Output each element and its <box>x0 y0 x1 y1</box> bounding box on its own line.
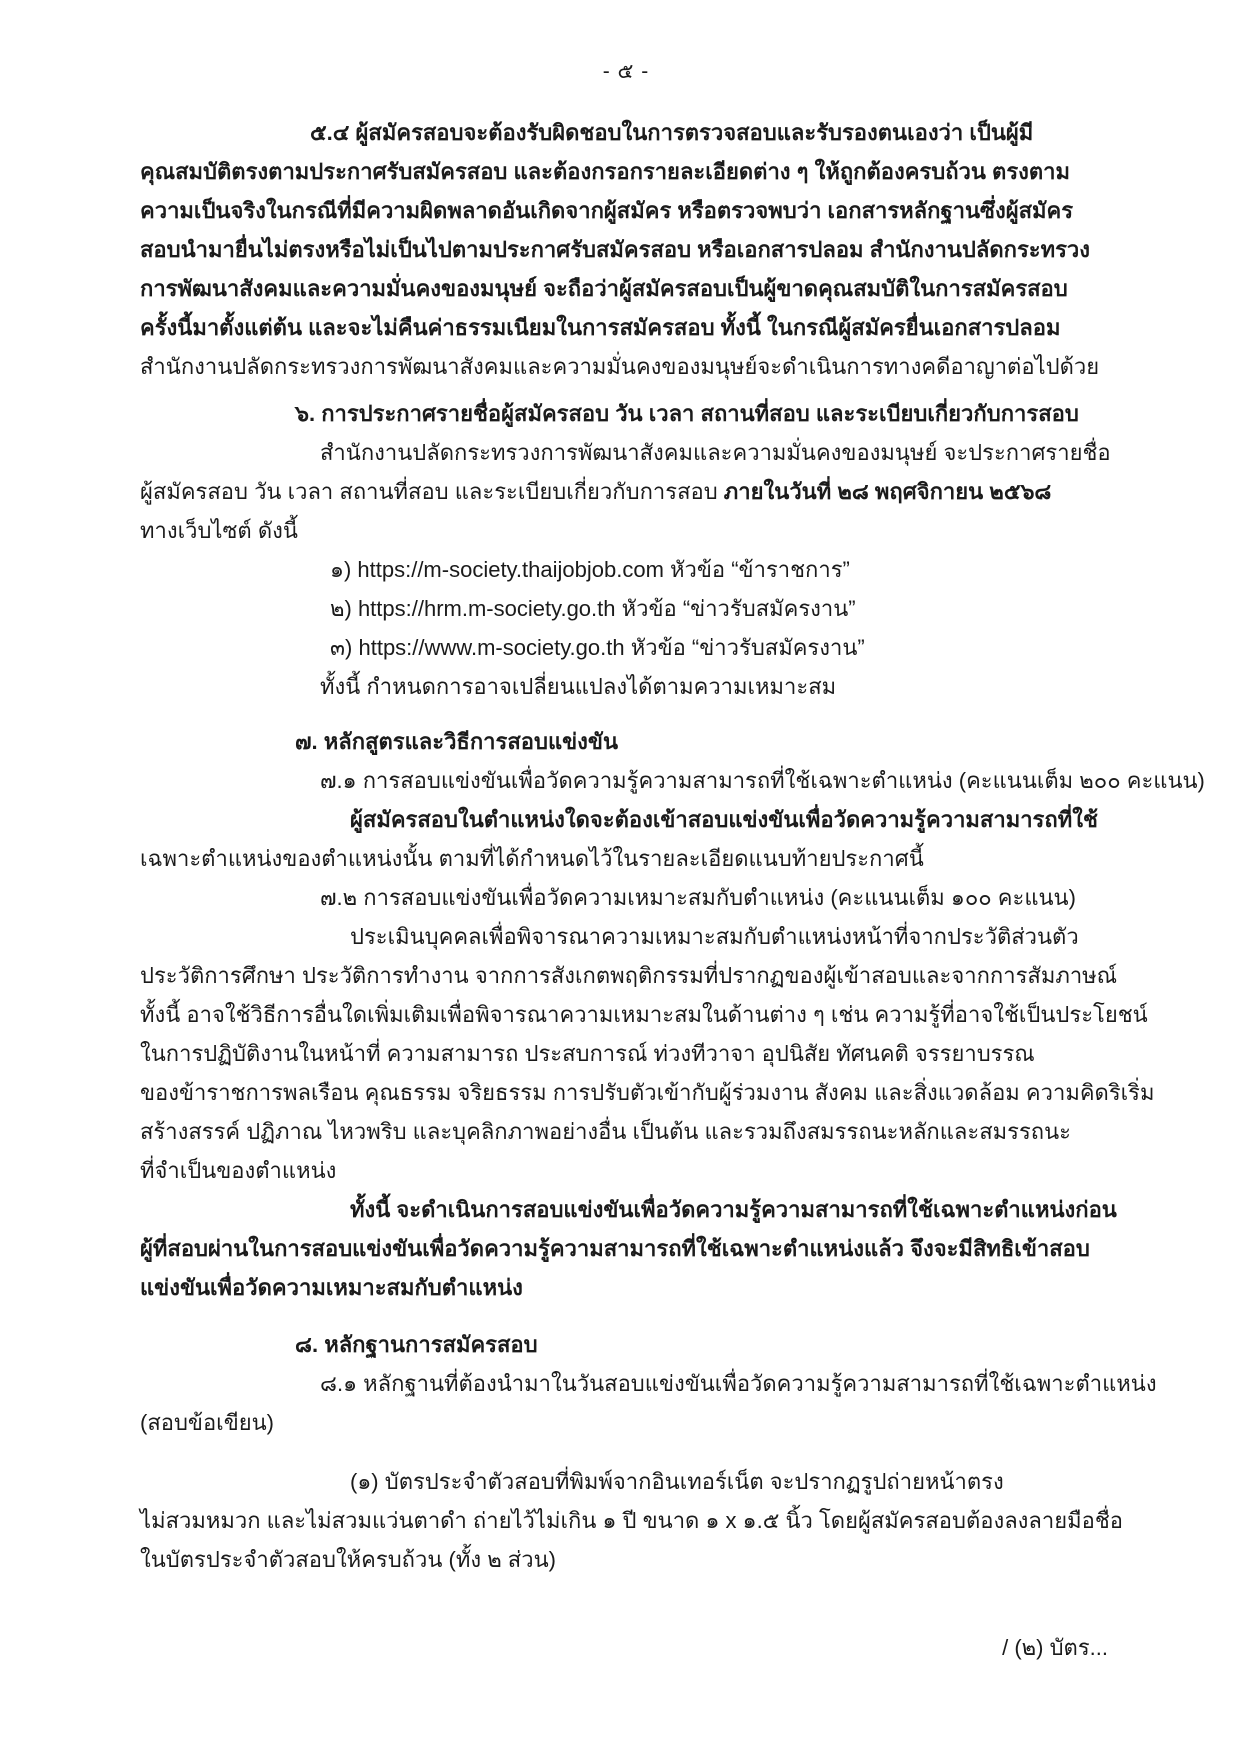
evidence-item-1-line-3: ในบัตรประจำตัวสอบให้ครบถ้วน (ทั้ง ๒ ส่วน) <box>140 1547 556 1572</box>
section-6-intro-line-1: สำนักงานปลัดกระทรวงการพัฒนาสังคมและความมั่นคงของมนุษย์ จะประกาศรายชื่อ <box>320 440 1111 465</box>
section-6-intro-line-2 <box>140 472 1112 511</box>
section-8 <box>140 1325 1157 1579</box>
clause-8-1-line-1: ๘.๑ หลักฐานที่ต้องนำมาในวันสอบแข่งขันเพื่อวัดความรู้ความสามารถที่ใช้เฉพาะตำแหน่ง <box>320 1371 1157 1396</box>
clause-7-2-line-6: สร้างสรรค์ ปฏิภาณ ไหวพริบ และบุคลิกภาพอย่างอื่น เป็นต้น และรวมถึงสมรรถนะหลักและสมรรถนะ <box>140 1119 1071 1144</box>
section-6-intro-line-2-text: ผู้สมัครสอบ วัน เวลา สถานที่สอบ และระเบียบเกี่ยวกับการสอบ <box>140 479 724 504</box>
clause-7-1-line-2: เฉพาะตำแหน่งของตำแหน่งนั้น ตามที่ได้กำหนดไว้ในรายละเอียดแนบท้ายประกาศนี้ <box>140 846 924 871</box>
exam-order-note-line-1: ทั้งนี้ จะดำเนินการสอบแข่งขันเพื่อวัดความรู้ความสามารถที่ใช้เฉพาะตำแหน่งก่อน <box>350 1197 1117 1222</box>
section-8-heading: ๘. หลักฐานการสมัครสอบ <box>295 1332 538 1357</box>
clause-5-4-line-6: ครั้งนี้มาตั้งแต่ต้น และจะไม่คืนค่าธรรมเนียมในการสมัครสอบ ทั้งนี้ ในกรณีผู้สมัครยื่นเอกสารปลอม <box>140 315 1061 340</box>
website-item-3: ๓) https://www.m-society.go.th หัวข้อ “ข่าวรับสมัครงาน” <box>330 635 865 660</box>
clause-8-1-line-2: (สอบข้อเขียน) <box>140 1410 274 1435</box>
clause-5-4-line-3: ความเป็นจริงในกรณีที่มีความผิดพลาดอันเกิดจากผู้สมัคร หรือตรวจพบว่า เอกสารหลักฐานซึ่งผู้สมัคร <box>140 198 1074 223</box>
section-6 <box>140 394 1112 706</box>
section-7 <box>140 722 1205 1307</box>
clause-7-2-line-4: ในการปฏิบัติงานในหน้าที่ ความสามารถ ประสบการณ์ ท่วงทีวาจา อุปนิสัย ทัศนคติ จรรยาบรรณ <box>140 1041 1035 1066</box>
clause-7-2-line-5: ของข้าราชการพลเรือน คุณธรรม จริยธรรม การปรับตัวเข้ากับผู้ร่วมงาน สังคม และสิ่งแวดล้อม ความคิดริเริ่ม <box>140 1080 1155 1105</box>
announcement-date: ภายในวันที่ ๒๘ พฤศจิกายน ๒๕๖๘ <box>723 479 1052 504</box>
page-number: - ๕ - <box>602 60 650 83</box>
website-item-1: ๑) https://m-society.thaijobjob.com หัวข้อ “ข้าราชการ” <box>330 557 850 582</box>
clause-5-4-line-5: การพัฒนาสังคมและความมั่นคงของมนุษย์ จะถือว่าผู้สมัครสอบเป็นผู้ขาดคุณสมบัติในการสมัครสอบ <box>140 276 1068 301</box>
section-6-intro-line-3: ทางเว็บไซต์ ดังนี้ <box>140 518 298 543</box>
clause-5-4-line-7: สำนักงานปลัดกระทรวงการพัฒนาสังคมและความมั่นคงของมนุษย์จะดำเนินการทางคดีอาญาต่อไปด้วย <box>140 354 1100 379</box>
section-7-heading: ๗. หลักสูตรและวิธีการสอบแข่งขัน <box>295 729 618 754</box>
section-6-heading: ๖. การประกาศรายชื่อผู้สมัครสอบ วัน เวลา สถานที่สอบ และระเบียบเกี่ยวกับการสอบ <box>295 401 1079 426</box>
clause-5-4-line-1: ๕.๔ ผู้สมัครสอบจะต้องรับผิดชอบในการตรวจสอบและรับรองตนเองว่า เป็นผู้มี <box>310 120 1034 145</box>
document-body <box>140 52 1205 1579</box>
clause-5-4-line-4: สอบนำมายื่นไม่ตรงหรือไม่เป็นไปตามประกาศรับสมัครสอบ หรือเอกสารปลอม สำนักงานปลัดกระทรวง <box>140 237 1091 262</box>
evidence-item-1-line-2: ไม่สวมหมวก และไม่สวมแว่นตาดำ ถ่ายไว้ไม่เกิน ๑ ปี ขนาด ๑ x ๑.๕ นิ้ว โดยผู้สมัครสอบต้องลงลายมือชื่อ <box>140 1508 1123 1533</box>
clause-7-2-line-2: ประวัติการศึกษา ประวัติการทำงาน จากการสังเกตพฤติกรรมที่ปรากฏของผู้เข้าสอบและจากการสัมภาษณ์ <box>140 963 1118 988</box>
exam-order-note-line-3: แข่งขันเพื่อวัดความเหมาะสมกับตำแหน่ง <box>140 1275 523 1300</box>
website-item-2: ๒) https://hrm.m-society.go.th หัวข้อ “ข่าวรับสมัครงาน” <box>330 596 856 621</box>
exam-order-note-line-2: ผู้ที่สอบผ่านในการสอบแข่งขันเพื่อวัดความรู้ความสามารถที่ใช้เฉพาะตำแหน่งแล้ว จึงจะมีสิทธิเข้าสอบ <box>140 1236 1090 1261</box>
clause-7-1-heading: ๗.๑ การสอบแข่งขันเพื่อวัดความรู้ความสามารถที่ใช้เฉพาะตำแหน่ง (คะแนนเต็ม ๒๐๐ คะแนน) <box>320 768 1205 793</box>
clause-7-2-line-7: ที่จำเป็นของตำแหน่ง <box>140 1158 337 1183</box>
clause-7-1-line-1: ผู้สมัครสอบในตำแหน่งใดจะต้องเข้าสอบแข่งขันเพื่อวัดความรู้ความสามารถที่ใช้ <box>350 807 1098 832</box>
clause-5-4-line-2: คุณสมบัติตรงตามประกาศรับสมัครสอบ และต้องกรอกรายละเอียดต่าง ๆ ให้ถูกต้องครบถ้วน ตรงตาม <box>140 159 1071 184</box>
section-6-note: ทั้งนี้ กำหนดการอาจเปลี่ยนแปลงได้ตามความเหมาะสม <box>320 674 837 699</box>
clause-5-4-paragraph <box>140 113 1112 386</box>
clause-7-2-line-3: ทั้งนี้ อาจใช้วิธีการอื่นใดเพิ่มเติมเพื่อพิจารณาความเหมาะสมในด้านต่าง ๆ เช่น ความรู้ที่อาจใช้เป็นประโยชน์ <box>140 1002 1148 1027</box>
evidence-item-1-line-1: (๑) บัตรประจำตัวสอบที่พิมพ์จากอินเทอร์เน็ต จะปรากฏรูปถ่ายหน้าตรง <box>350 1469 1004 1494</box>
clause-7-2-heading: ๗.๒ การสอบแข่งขันเพื่อวัดความเหมาะสมกับตำแหน่ง (คะแนนเต็ม ๑๐๐ คะแนน) <box>320 885 1076 910</box>
clause-7-2-line-1: ประเมินบุคคลเพื่อพิจารณาความเหมาะสมกับตำแหน่งหน้าที่จากประวัติส่วนตัว <box>350 924 1079 949</box>
page-continuation-mark: / (๒) บัตร... <box>1002 1635 1108 1660</box>
